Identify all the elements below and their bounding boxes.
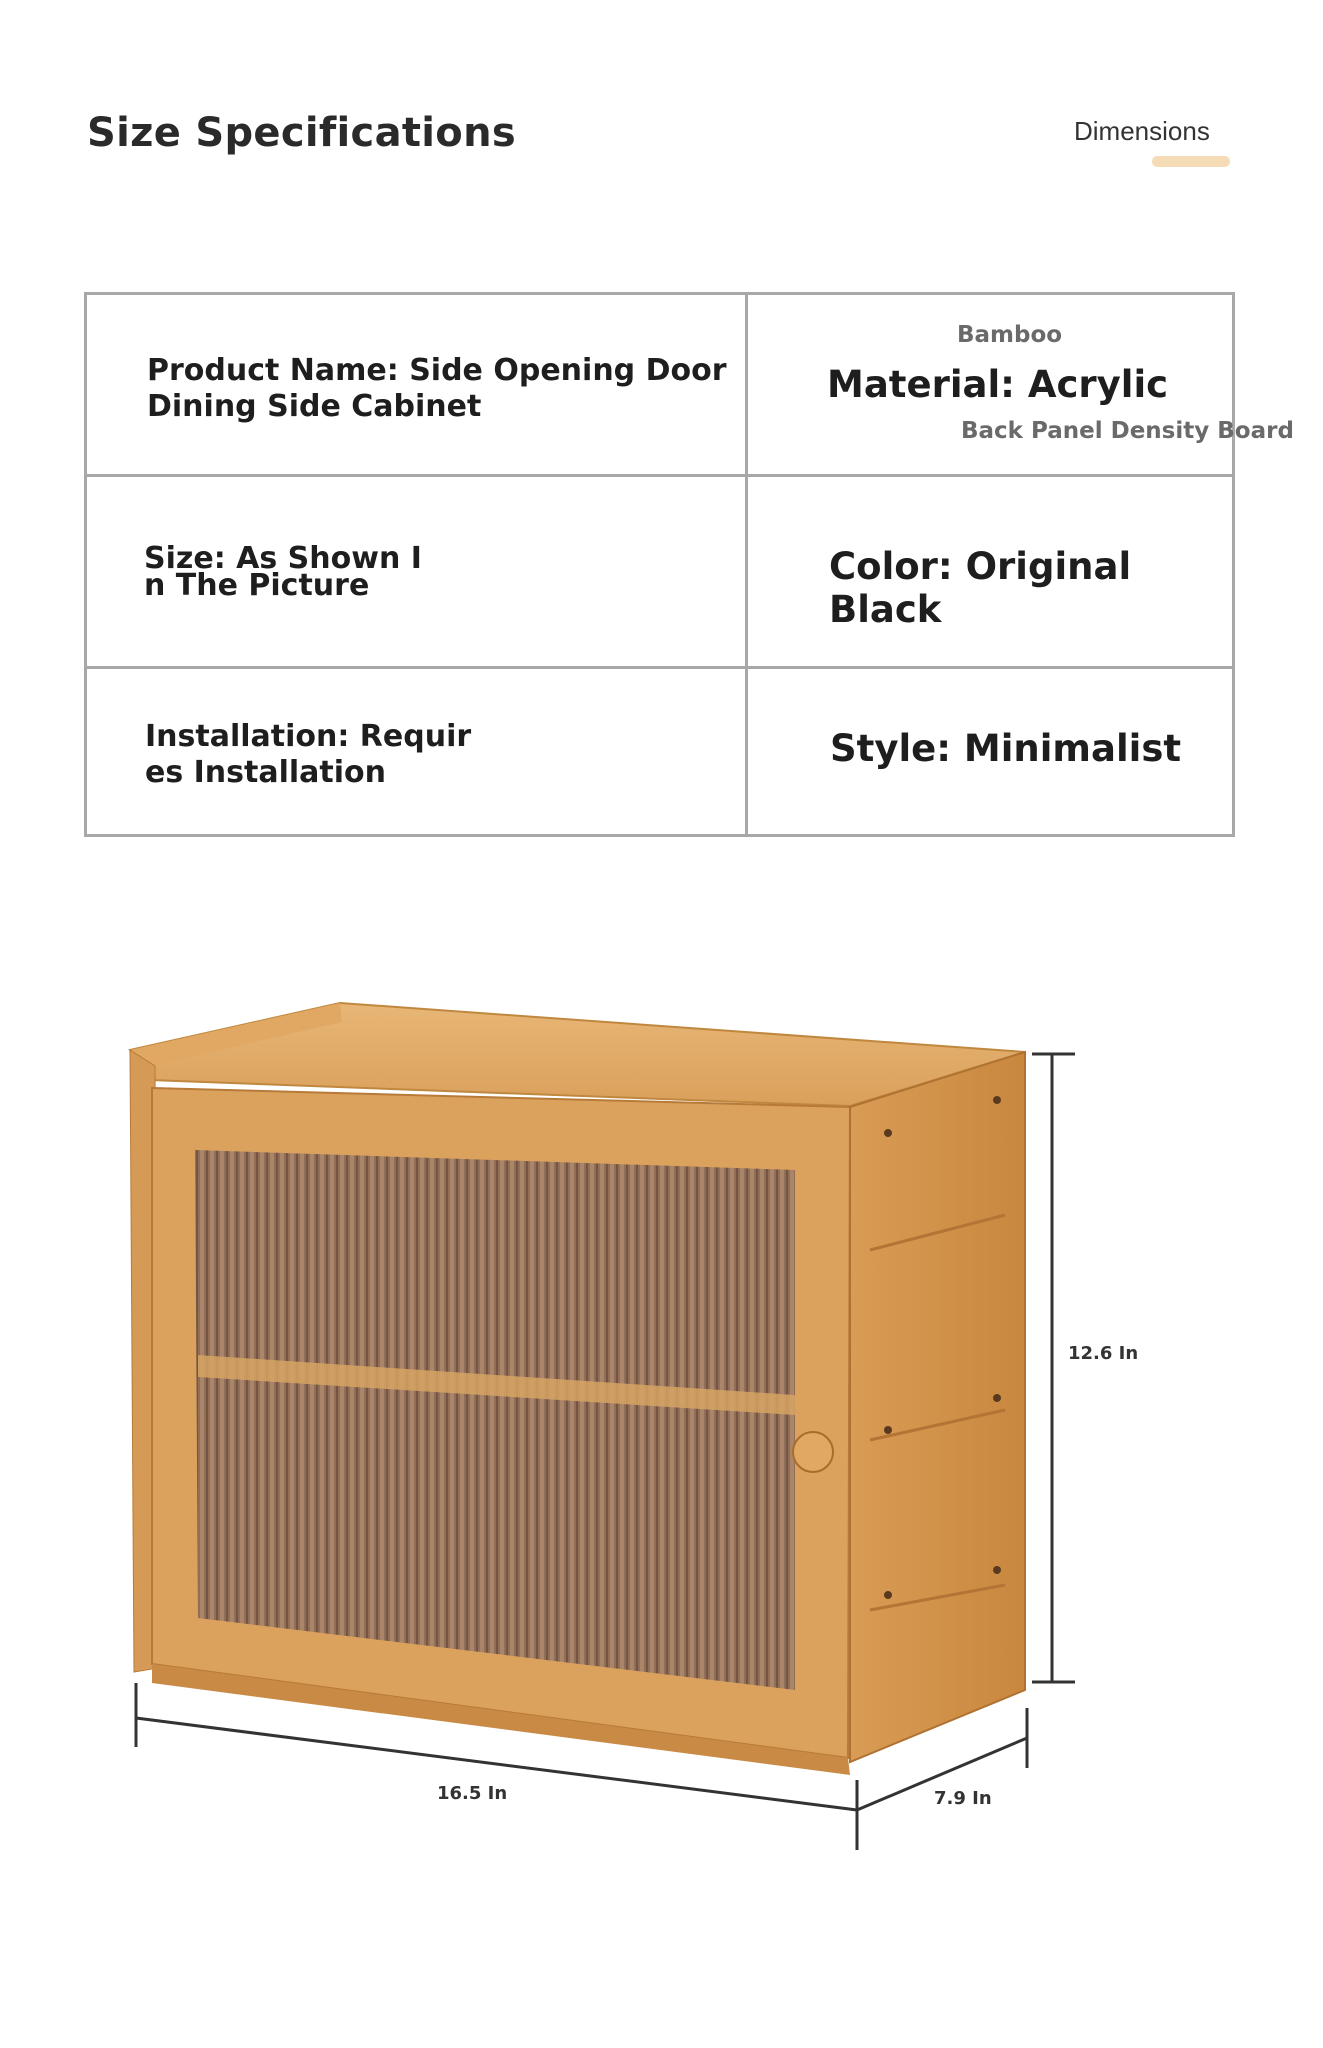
- size-line2: n The Picture: [144, 568, 370, 603]
- page-title: Size Specifications: [87, 110, 516, 156]
- size-cell: [144, 541, 422, 603]
- table-divider-row2: [87, 666, 1232, 669]
- product-name-cell: [147, 353, 727, 425]
- installation-cell: [145, 719, 471, 791]
- product-name-line1: Product Name: Side Opening Door: [147, 353, 727, 388]
- table-divider-row1: [87, 474, 1232, 477]
- style-label: Style: Minimalist: [830, 727, 1182, 770]
- depth-dimension-label: 7.9 In: [934, 1788, 992, 1809]
- product-name-line2: Dining Side Cabinet: [147, 389, 482, 424]
- material-bamboo-label: Bamboo: [957, 322, 1063, 348]
- material-label: Material: Acrylic: [827, 363, 1169, 406]
- glass-panel: [195, 1150, 795, 1690]
- cabinet-illustration: [0, 980, 1323, 1880]
- material-back-panel-label: Back Panel Density Board: [961, 418, 1294, 444]
- door-knob-icon: [793, 1432, 833, 1472]
- dimensions-underline: [1152, 156, 1230, 167]
- spec-table: [84, 292, 1294, 837]
- cabinet-right-side: [850, 1052, 1025, 1762]
- installation-line2: es Installation: [145, 755, 387, 790]
- height-dimension-label: 12.6 In: [1068, 1343, 1139, 1364]
- table-divider-vertical: [745, 295, 748, 834]
- color-label: Color: Original Black: [829, 545, 1132, 631]
- dimensions-heading: Dimensions: [1074, 116, 1210, 146]
- size-line1: Size: As Shown I: [144, 541, 422, 576]
- width-dimension-label: 16.5 In: [437, 1783, 508, 1804]
- installation-line1: Installation: Requir: [145, 719, 472, 754]
